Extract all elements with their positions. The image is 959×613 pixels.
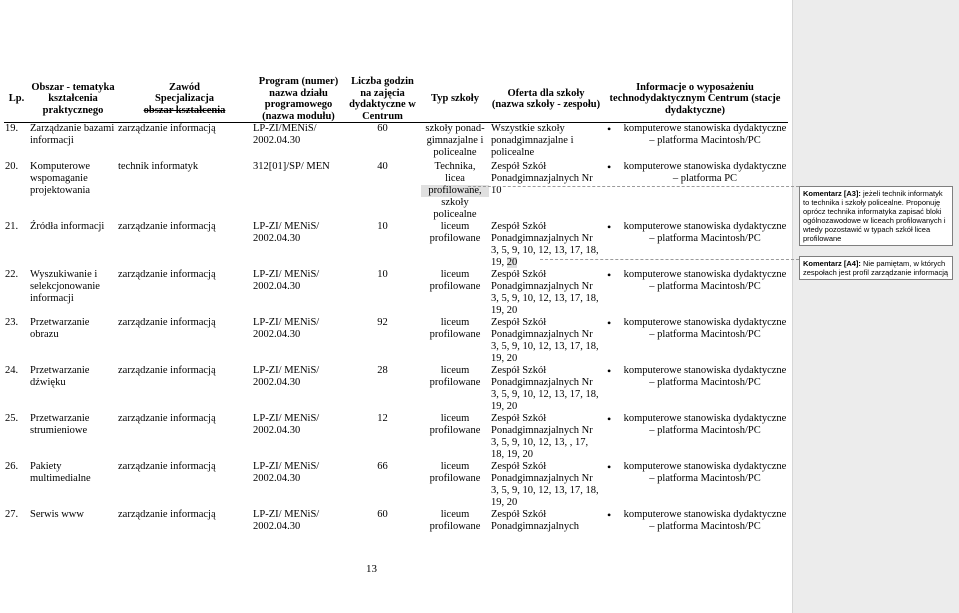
row-oferta: Zespół Szkół Ponadgimnazjalnych Nr 3, 5, 9, 10, 12, 13, 17, 18, 19, 20	[491, 268, 599, 316]
row-program: LP-ZI/ MENiS/ 2002.04.30	[253, 460, 320, 484]
header-program: Program (numer) nazwa działu programowego (nazwa modułu)	[252, 76, 345, 123]
row-typ: liceum profilowane	[429, 508, 481, 532]
row-godziny: 92	[377, 316, 388, 328]
row-oferta-highlight: 20	[506, 256, 518, 268]
info-bullet: • komputerowe stanowiska dydaktyczne – platforma Macintosh/PC	[603, 509, 787, 533]
row-typ-b: licea	[445, 172, 465, 184]
row-typ: liceum profilowane	[429, 412, 481, 436]
row-lp: 24.	[5, 364, 19, 376]
info-bullet: • komputerowe stanowiska dydaktyczne – platforma Macintosh/PC	[603, 317, 787, 341]
table-row	[4, 365, 788, 413]
row-program: LP-ZI/ MENiS/ 2002.04.30	[253, 268, 320, 292]
row-zawod: zarządzanie informacją	[118, 123, 216, 134]
row-program: LP-ZI/ MENiS/ 2002.04.30	[253, 316, 320, 340]
row-lp: 25.	[5, 412, 19, 424]
row-obszar: Serwis www	[30, 508, 84, 520]
row-lp: 26.	[5, 460, 19, 472]
row-obszar: Przetwarzanie strumieniowe	[30, 412, 90, 436]
header-typ: Typ szkoły	[420, 76, 490, 123]
row-lp: 23.	[5, 316, 19, 328]
row-godziny: 66	[377, 460, 388, 472]
row-typ-c: profilowane,	[421, 185, 489, 197]
comment-a3-text: jeżeli technik informatyk to technika i szkoły policealne. Proponuję oprócz technika informatyka zapisać bloki ogólnozawodowe w liceach profilowanych i wtedy pozostawić w typach szkół licea profilowane	[803, 189, 946, 243]
row-info	[602, 317, 788, 365]
info-bullet: • komputerowe stanowiska dydaktyczne – platforma Macintosh/PC	[603, 221, 787, 245]
row-zawod: zarządzanie informacją	[118, 412, 216, 424]
row-godziny: 40	[377, 160, 388, 172]
header-zawod-line2: Specjalizacja	[155, 93, 214, 105]
comment-a3[interactable]	[799, 186, 953, 246]
row-program: LP-ZI/ MENiS/ 2002.04.30	[253, 508, 320, 532]
row-godziny: 12	[377, 412, 388, 424]
row-info	[602, 365, 788, 413]
header-oferta: Oferta dla szkoły (nazwa szkoły - zespołu)	[490, 76, 602, 123]
table-row	[4, 123, 788, 161]
row-info	[602, 461, 788, 509]
row-godziny: 60	[377, 123, 388, 134]
row-oferta: Zespół Szkół Ponadgimnazjalnych Nr 10	[491, 160, 593, 196]
header-zawod-line3: obszar kształcenia	[143, 104, 226, 116]
row-oferta: Zespół Szkół Ponadgimnazjalnych Nr 3, 5, 9, 10, 12, 13, , 17, 18, 19, 20	[491, 412, 593, 460]
row-program: LP-ZI/ MENiS/ 2002.04.30	[253, 364, 320, 388]
table-row	[4, 461, 788, 509]
header-lp: Lp.	[4, 76, 29, 123]
row-zawod: zarządzanie informacją	[118, 508, 216, 520]
info-bullet: • komputerowe stanowiska dydaktyczne – platforma Macintosh/PC	[603, 365, 787, 389]
row-lp: 19.	[5, 123, 19, 134]
row-lp: 21.	[5, 220, 19, 232]
row-obszar: Źródła informacji	[30, 220, 105, 232]
row-program: LP-ZI/ MENiS/ 2002.04.30	[253, 220, 320, 244]
row-program: LP-ZI/ MENiS/ 2002.04.30	[253, 412, 320, 436]
header-godziny: Liczba godzin na zajęcia dydaktyczne w Centrum	[345, 76, 420, 123]
table-row	[4, 269, 788, 317]
info-bullet: • komputerowe stanowiska dydaktyczne – platforma Macintosh/PC	[603, 269, 787, 293]
row-info	[602, 509, 788, 545]
header-info: Informacje o wyposażeniu technodydaktycznym Centrum (stacje dydaktyczne)	[602, 76, 788, 123]
row-info	[602, 221, 788, 269]
row-zawod: zarządzanie informacją	[118, 364, 216, 376]
info-bullet: • komputerowe stanowiska dydaktyczne – platforma Macintosh/PC	[603, 413, 787, 437]
row-obszar: Wyszukiwanie i selekcjonowanie informacji	[30, 268, 100, 304]
row-typ: liceum profilowane	[429, 460, 481, 484]
comment-a4-label: Komentarz [A4]:	[803, 259, 861, 268]
table-header-row	[4, 76, 788, 123]
row-info	[602, 161, 788, 221]
row-typ: szkoły ponad-gimnazjalne i policealne	[425, 123, 485, 158]
comment-connector	[468, 186, 799, 187]
row-zawod: technik informatyk	[118, 160, 199, 172]
comment-a3-label: Komentarz [A3]:	[803, 189, 861, 198]
row-lp: 27.	[5, 508, 19, 520]
row-info	[602, 413, 788, 461]
comment-margin	[792, 0, 959, 613]
info-bullet: • komputerowe stanowiska dydaktyczne – platforma Macintosh/PC	[603, 461, 787, 485]
row-lp: 20.	[5, 160, 19, 172]
row-oferta: Wszystkie szkoły ponadgimnazjalne i policealne	[491, 123, 574, 158]
row-typ: liceum profilowane	[429, 220, 481, 244]
row-program: LP-ZI/MENiS/ 2002.04.30	[253, 123, 317, 146]
row-lp: 22.	[5, 268, 19, 280]
row-obszar: Pakiety multimedialne	[30, 460, 91, 484]
row-oferta: Zespół Szkół Ponadgimnazjalnych	[491, 508, 580, 532]
row-typ-d: szkoły policealne	[433, 196, 477, 220]
row-zawod: zarządzanie informacją	[118, 220, 216, 232]
header-zawod	[117, 76, 252, 123]
header-zawod-line1: Zawód	[169, 81, 200, 93]
comment-a4[interactable]	[799, 256, 953, 280]
row-godziny: 28	[377, 364, 388, 376]
row-oferta: Zespół Szkół Ponadgimnazjalnych Nr 3, 5, 9, 10, 12, 13, 17, 18, 19, 20	[491, 316, 599, 364]
row-program: 312[01]/SP/ MEN	[253, 160, 330, 172]
info-bullet: • komputerowe stanowiska dydaktyczne – platforma Macintosh/PC	[603, 123, 787, 147]
comment-a4-text: Nie pamiętam, w których zespołach jest profil zarządzanie informacją	[803, 259, 949, 277]
row-typ: liceum profilowane	[429, 364, 481, 388]
comment-connector	[540, 259, 799, 260]
table-row	[4, 413, 788, 461]
row-oferta	[490, 221, 602, 269]
info-bullet: • komputerowe stanowiska dydaktyczne – platforma PC	[603, 161, 787, 185]
row-godziny: 60	[377, 508, 388, 520]
offer-table	[4, 76, 788, 545]
row-typ: liceum profilowane	[429, 316, 481, 340]
row-oferta: Zespół Szkół Ponadgimnazjalnych Nr 3, 5, 9, 10, 12, 13, 17, 18, 19, 20	[491, 460, 599, 508]
row-zawod: zarządzanie informacją	[118, 460, 216, 472]
row-zawod: zarządzanie informacją	[118, 268, 216, 280]
row-obszar: Komputerowe wspomaganie projektowania	[30, 160, 91, 196]
row-typ-a: Technika,	[434, 160, 476, 172]
row-obszar: Zarządzanie bazami informacji	[30, 123, 115, 146]
page-number: 13	[366, 563, 377, 575]
row-obszar: Przetwarzanie dźwięku	[30, 364, 90, 388]
row-info	[602, 123, 788, 161]
row-oferta: Zespół Szkół Ponadgimnazjalnych Nr 3, 5, 9, 10, 12, 13, 17, 18, 19, 20	[491, 364, 599, 412]
row-info	[602, 269, 788, 317]
table-row	[4, 509, 788, 545]
table-row	[4, 221, 788, 269]
row-typ	[420, 161, 490, 221]
header-obszar: Obszar - tematyka kształcenia praktycznego	[29, 76, 117, 123]
row-typ: liceum profilowane	[429, 268, 481, 292]
row-godziny: 10	[377, 268, 388, 280]
row-godziny: 10	[377, 220, 388, 232]
table-row	[4, 161, 788, 221]
table-row	[4, 317, 788, 365]
row-zawod: zarządzanie informacją	[118, 316, 216, 328]
row-obszar: Przetwarzanie obrazu	[30, 316, 90, 340]
row-oferta-text: Zespół Szkół Ponadgimnazjalnych Nr 3, 5, 9, 10, 12, 13, 17, 18, 19,	[491, 220, 599, 268]
